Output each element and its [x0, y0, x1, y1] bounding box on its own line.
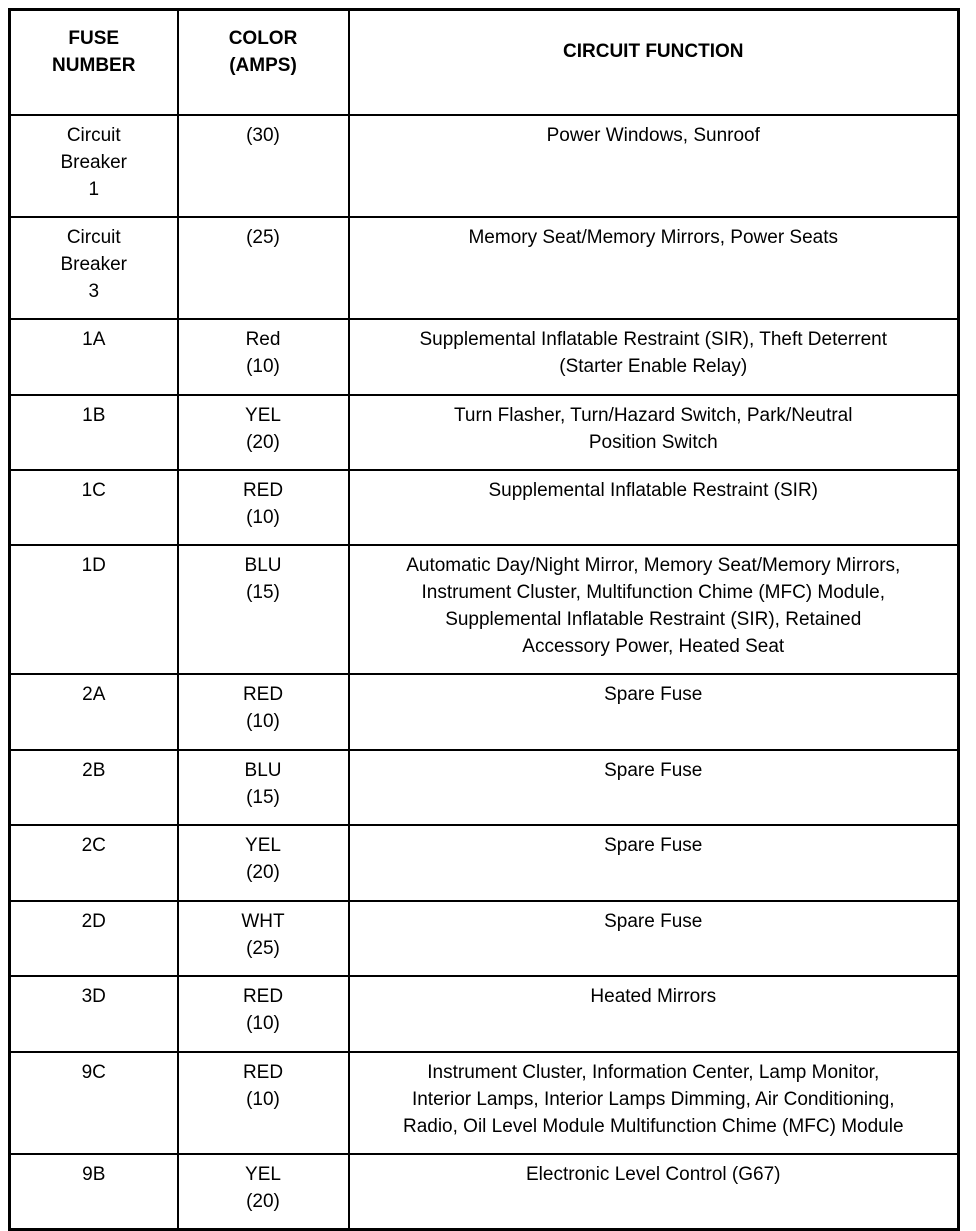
cell-text-line: (15)	[246, 787, 280, 808]
color-amps-cell	[178, 674, 349, 750]
color-amps-cell	[178, 395, 349, 470]
color-amps-cell	[178, 976, 349, 1052]
cell-text-line: 1D	[81, 555, 106, 576]
table-row	[10, 825, 959, 901]
cell-text-line: Breaker	[60, 152, 128, 173]
cell-text-line: RED	[242, 684, 284, 705]
fuse-number-cell	[10, 750, 178, 825]
table-row	[10, 217, 959, 319]
cell-text-line: Breaker	[60, 254, 128, 275]
cell-text-line: 2C	[81, 835, 106, 856]
circuit-function-cell	[349, 750, 959, 825]
cell-text-line: 1B	[82, 405, 106, 426]
header-color-amps: COLOR (AMPS)	[178, 10, 349, 116]
cell-text-line: 9C	[81, 1062, 106, 1083]
circuit-function-cell	[349, 825, 959, 901]
table-row	[10, 545, 959, 674]
table-row	[10, 750, 959, 825]
cell-text-line: 2B	[82, 760, 106, 781]
cell-text-line: Spare Fuse	[604, 760, 703, 781]
cell-text-line: 2A	[82, 684, 106, 705]
circuit-function-cell	[349, 470, 959, 545]
fuse-number-cell	[10, 976, 178, 1052]
table-row	[10, 319, 959, 395]
cell-text-line: Circuit	[66, 125, 121, 146]
cell-text-line: Electronic Level Control (G67)	[526, 1164, 781, 1185]
color-amps-cell	[178, 1154, 349, 1229]
cell-text-line: Circuit	[66, 227, 121, 248]
table-row	[10, 674, 959, 750]
table-row	[10, 115, 959, 217]
cell-text-line: WHT	[241, 911, 285, 932]
table-row	[10, 470, 959, 545]
fuse-number-cell	[10, 470, 178, 545]
cell-text-line: Instrument Cluster, Multifunction Chime (MFC) Module,	[421, 582, 886, 603]
fuse-number-cell	[10, 674, 178, 750]
cell-text-line: Heated Mirrors	[590, 986, 717, 1007]
cell-text-line: (20)	[246, 432, 280, 453]
cell-text-line: 1C	[81, 480, 106, 501]
fuse-number-cell	[10, 901, 178, 976]
cell-text-line: (30)	[246, 125, 280, 146]
circuit-function-cell	[349, 115, 959, 217]
circuit-function-cell	[349, 319, 959, 395]
cell-text-line: Supplemental Inflatable Restraint (SIR)	[488, 480, 818, 501]
color-amps-cell	[178, 115, 349, 217]
cell-text-line: 3	[88, 281, 100, 302]
table-row	[10, 976, 959, 1052]
circuit-function-cell	[349, 545, 959, 674]
cell-text-line: BLU	[244, 760, 282, 781]
table-row	[10, 1052, 959, 1154]
table-body	[10, 115, 959, 1229]
cell-text-line: 1	[88, 179, 100, 200]
cell-text-line: (25)	[246, 227, 280, 248]
fuse-number-cell	[10, 217, 178, 319]
color-amps-cell	[178, 217, 349, 319]
cell-text-line: Automatic Day/Night Mirror, Memory Seat/Memory Mirrors,	[406, 555, 901, 576]
cell-text-line: (15)	[246, 582, 280, 603]
color-amps-cell	[178, 545, 349, 674]
cell-text-line: Radio, Oil Level Module Multifunction Chime (MFC) Module	[402, 1116, 904, 1137]
circuit-function-cell	[349, 395, 959, 470]
cell-text-line: RED	[242, 1062, 284, 1083]
cell-text-line: YEL	[245, 835, 281, 856]
fuse-number-cell	[10, 395, 178, 470]
cell-text-line: Red	[245, 329, 281, 350]
circuit-function-cell	[349, 674, 959, 750]
color-amps-cell	[178, 1052, 349, 1154]
cell-text-line: (20)	[246, 1191, 280, 1212]
fuse-table	[8, 8, 960, 1231]
cell-text-line: (25)	[246, 938, 280, 959]
circuit-function-cell	[349, 901, 959, 976]
cell-text-line: (10)	[246, 711, 280, 732]
cell-text-line: Supplemental Inflatable Restraint (SIR), Retained	[445, 609, 862, 630]
fuse-number-cell	[10, 1154, 178, 1229]
table-row	[10, 395, 959, 470]
cell-text-line: Interior Lamps, Interior Lamps Dimming, Air Conditioning,	[411, 1089, 895, 1110]
cell-text-line: YEL	[245, 1164, 281, 1185]
cell-text-line: (20)	[246, 862, 280, 883]
cell-text-line: Spare Fuse	[604, 684, 703, 705]
header-circuit-function: CIRCUIT FUNCTION	[349, 10, 959, 116]
cell-text-line: Power Windows, Sunroof	[546, 125, 760, 146]
cell-text-line: (10)	[246, 507, 280, 528]
cell-text-line: 1A	[82, 329, 106, 350]
circuit-function-cell	[349, 1052, 959, 1154]
color-amps-cell	[178, 901, 349, 976]
cell-text-line: (10)	[246, 1013, 280, 1034]
color-amps-cell	[178, 750, 349, 825]
table-row	[10, 1154, 959, 1229]
cell-text-line: (Starter Enable Relay)	[559, 356, 748, 377]
fuse-number-cell	[10, 545, 178, 674]
cell-text-line: RED	[242, 986, 284, 1007]
cell-text-line: Instrument Cluster, Information Center, Lamp Monitor,	[427, 1062, 880, 1083]
header-fuse-number: FUSE NUMBER	[10, 10, 178, 116]
table-header	[10, 10, 959, 116]
color-amps-cell	[178, 825, 349, 901]
header-row	[10, 10, 959, 116]
circuit-function-cell	[349, 1154, 959, 1229]
circuit-function-cell	[349, 976, 959, 1052]
cell-text-line: (10)	[246, 1089, 280, 1110]
color-amps-cell	[178, 319, 349, 395]
cell-text-line: RED	[242, 480, 284, 501]
cell-text-line: Turn Flasher, Turn/Hazard Switch, Park/Neutral	[454, 405, 853, 426]
cell-text-line: YEL	[245, 405, 281, 426]
cell-text-line: Accessory Power, Heated Seat	[522, 636, 785, 657]
cell-text-line: Supplemental Inflatable Restraint (SIR), Theft Deterrent	[419, 329, 887, 350]
cell-text-line: 2D	[81, 911, 106, 932]
fuse-number-cell	[10, 1052, 178, 1154]
cell-text-line: 3D	[81, 986, 106, 1007]
fuse-number-cell	[10, 115, 178, 217]
table-row	[10, 901, 959, 976]
fuse-number-cell	[10, 825, 178, 901]
color-amps-cell	[178, 470, 349, 545]
cell-text-line: Position Switch	[588, 432, 718, 453]
cell-text-line: (10)	[246, 356, 280, 377]
fuse-number-cell	[10, 319, 178, 395]
cell-text-line: Spare Fuse	[604, 911, 703, 932]
cell-text-line: 9B	[82, 1164, 106, 1185]
cell-text-line: BLU	[244, 555, 282, 576]
circuit-function-cell	[349, 217, 959, 319]
cell-text-line: Memory Seat/Memory Mirrors, Power Seats	[468, 227, 839, 248]
cell-text-line: Spare Fuse	[604, 835, 703, 856]
